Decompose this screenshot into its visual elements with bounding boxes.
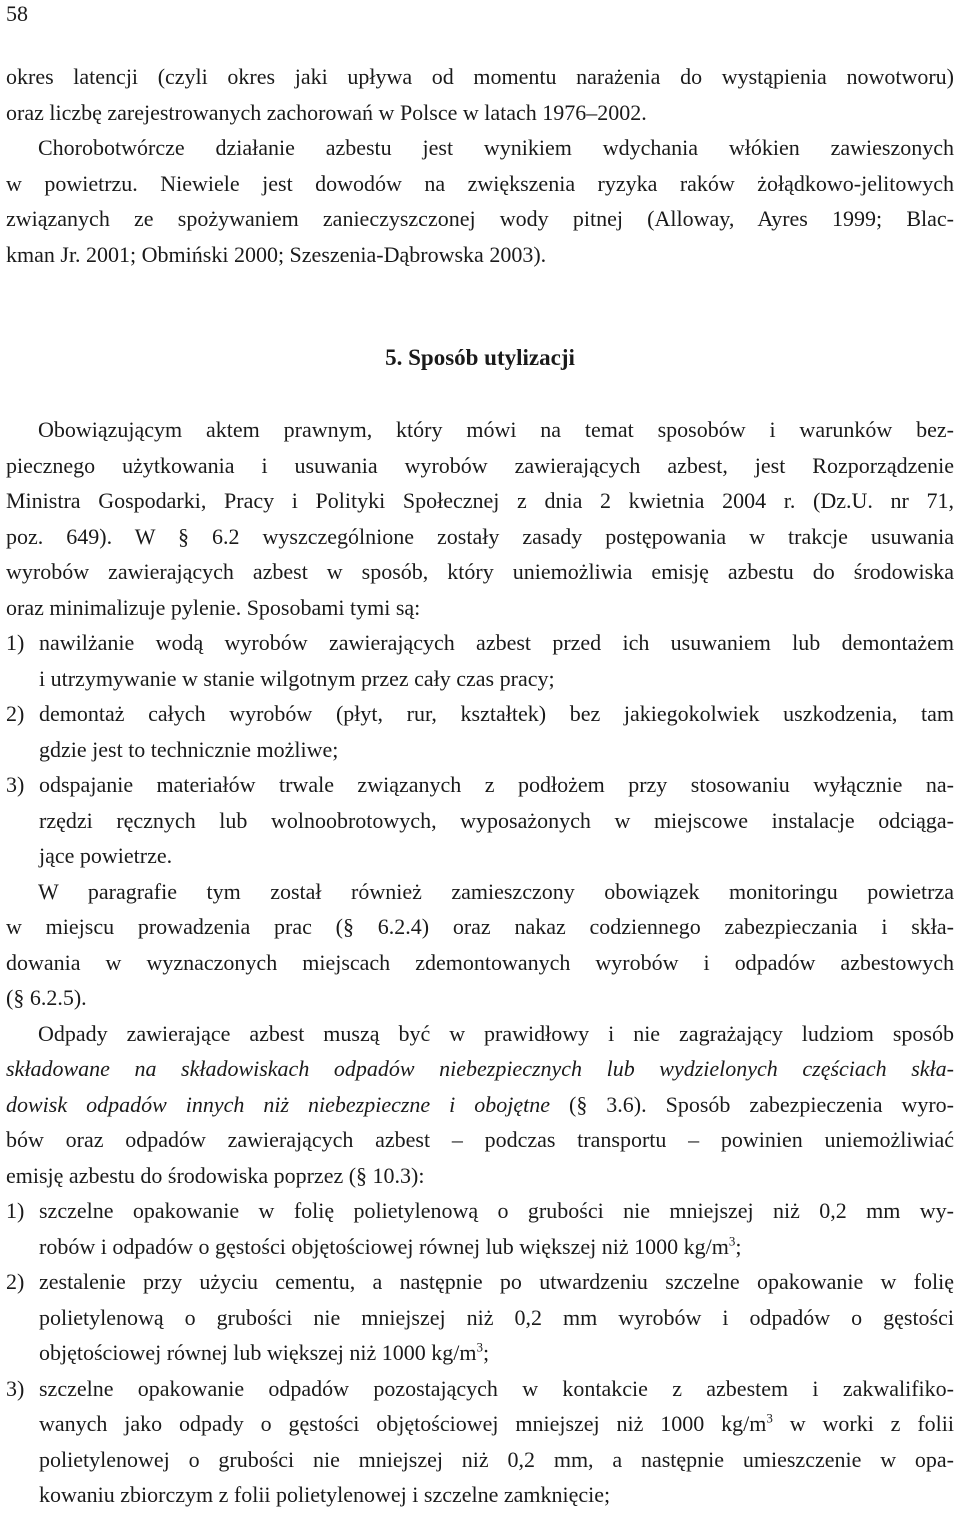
italic-text: składowane na składowiskach odpadów niebezpiecznych lub wydzielonych częściach skła- (6, 1056, 954, 1081)
list-number: 1) (6, 1198, 25, 1223)
list-item-continuation: polietylenową o grubości nie mniejszej niż 0,2 mm wyrobów i odpadów o gęstości (39, 1304, 954, 1330)
superscript: 3 (476, 1339, 483, 1355)
text-line: oraz liczbę zarejestrowanych zachorowań w Polsce w latach 1976–2002. (6, 99, 647, 125)
list-text: nawilżanie wodą wyrobów zawierających azbest przed ich usuwaniem lub demontażem (39, 630, 954, 655)
list-number: 1) (6, 630, 25, 655)
list2-item-3 (6, 1371, 954, 1407)
list-text: objętościowej równej lub większej niż 1000 kg/m (39, 1340, 477, 1365)
list-number: 3) (6, 772, 25, 797)
text-line: piecznego użytkowania i usuwania wyrobów zawierających azbest, jest Rozporządzenie (6, 452, 954, 478)
section-heading: 5. Sposób utylizacji (385, 345, 575, 370)
list-text: ; (735, 1233, 742, 1259)
text-line: bów oraz odpadów zawierających azbest – podczas transportu – powinien uniemożliwiać (6, 1127, 954, 1152)
list-item-continuation (6, 1229, 954, 1265)
text-line: okres latencji (czyli okres jaki upływa od momentu narażenia do wystąpienia nowotworu) (6, 64, 954, 89)
list-text: w worki z folii (772, 1411, 954, 1436)
text-line: Odpady zawierające azbest muszą być w prawidłowy i nie zagrażający ludziom sposób (38, 1020, 954, 1046)
text-line: wyrobów zawierających azbest w sposób, który uniemożliwia emisję azbestu do środowiska (6, 559, 954, 584)
list-text: odspajanie materiałów trwale związanych z podłożem przy stosowaniu wyłącznie na- (39, 772, 954, 797)
text-line-italic (6, 1051, 954, 1087)
text-line: kman Jr. 2001; Obmiński 2000; Szeszenia-Dąbrowska 2003). (6, 241, 547, 267)
list-text: ; (482, 1340, 490, 1365)
list-text: szczelne opakowanie w folię polietylenową o grubości nie mniejszej niż 0,2 mm wy- (39, 1198, 954, 1223)
list-item-continuation (6, 1335, 954, 1371)
list-number: 2) (6, 701, 25, 726)
list-item-continuation: gdzie jest to technicznie możliwe; (39, 736, 339, 762)
list-item-3 (6, 767, 954, 803)
list-item-continuation: kowaniu zbiorczym z folii polietylenowej i szczelne zamknięcie; (39, 1482, 611, 1507)
text-line: poz. 649). W § 6.2 wyszczególnione zostały zasady postępowania w trakcje usuwania (6, 523, 954, 549)
list-item-continuation: i utrzymywanie w stanie wilgotnym przez cały czas pracy; (39, 665, 555, 691)
list-text: demontaż całych wyrobów (płyt, rur, kształtek) bez jakiegokolwiek uszkodzenia, tam (39, 701, 954, 726)
text-line: w powietrzu. Niewiele jest dowodów na zwiększenia ryzyka raków żołądkowo-jelitowych (6, 170, 954, 196)
text-line: związanych ze spożywaniem zanieczyszczonej wody pitnej (Alloway, Ayres 1999; Blac- (6, 206, 954, 231)
list2-item-1 (6, 1193, 954, 1229)
page-number: 58 (6, 1, 28, 26)
text-line: dowania w wyznaczonych miejscach zdemontowanych wyrobów i odpadów azbestowych (6, 949, 954, 975)
superscript: 3 (728, 1233, 736, 1249)
text-line: oraz minimalizuje pylenie. Sposobami tymi są: (6, 594, 421, 620)
list-item-continuation (6, 1406, 954, 1442)
intro-paragraph (6, 59, 954, 272)
list-number: 3) (6, 1375, 25, 1401)
italic-text: dowisk odpadów innych niż niebezpieczne i obojętne (6, 1091, 551, 1117)
text-line: Obowiązującym aktem prawnym, który mówi na temat sposobów i warunków bez- (38, 417, 954, 442)
list-item-continuation: jące powietrze. (39, 843, 173, 868)
text-line-mixed (6, 1087, 954, 1123)
list-text: wanych jako odpady o gęstości objętościowej mniejszej niż 1000 kg/m (39, 1411, 767, 1436)
text-fragment: (§ 3.6). Sposób zabezpieczenia wyro- (550, 1091, 954, 1117)
list-text: robów i odpadów o gęstości objętościowej równej lub większej niż 1000 kg/m (39, 1233, 729, 1259)
text-line: w miejscu prowadzenia prac (§ 6.2.4) oraz nakaz codziennego zabezpieczania i skła- (6, 914, 954, 939)
list-number: 2) (6, 1269, 25, 1294)
text-line: Chorobotwórcze działanie azbestu jest wynikiem wdychania włókien zawieszonych (38, 135, 954, 160)
text-line: emisję azbestu do środowiska poprzez (§ 10.3): (6, 1162, 425, 1188)
list-item-1 (6, 625, 954, 661)
list-item-continuation: polietylenowej o grubości nie mniejszej niż 0,2 mm, a następnie umieszczenie w opa- (39, 1446, 954, 1472)
list-text: zestalenie przy użyciu cementu, a następnie po utwardzeniu szczelne opakowanie w folię (39, 1269, 954, 1294)
text-line: Ministra Gospodarki, Pracy i Polityki Społecznej z dnia 2 kwietnia 2004 r. (Dz.U. nr 71, (6, 488, 954, 513)
list-text: szczelne opakowanie odpadów pozostających w kontakcie z azbestem i zakwalifiko- (39, 1375, 954, 1401)
list2-item-2 (6, 1264, 954, 1300)
superscript: 3 (766, 1410, 773, 1426)
text-line: (§ 6.2.5). (6, 985, 87, 1010)
paragraph-regulation (6, 412, 954, 1513)
list-item-continuation: rzędzi ręcznych lub wolnoobrotowych, wyposażonych w miejscowe instalacje odciąga- (39, 807, 954, 833)
text-line: W paragrafie tym został również zamieszczony obowiązek monitoringu powietrza (38, 878, 954, 904)
list-item-2 (6, 696, 954, 732)
